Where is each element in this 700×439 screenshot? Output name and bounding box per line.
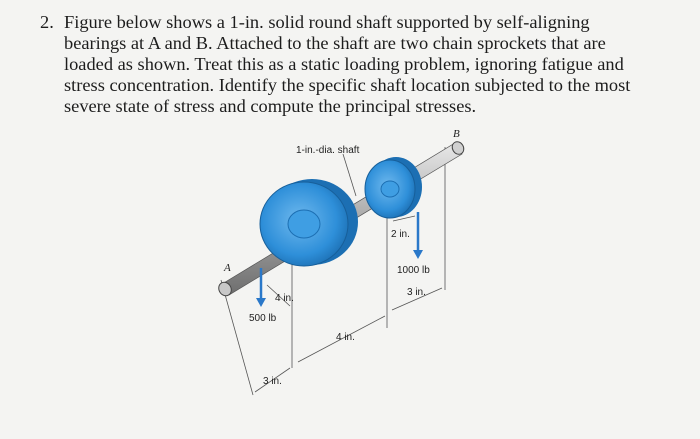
shaft-label: 1-in.-dia. shaft	[296, 145, 360, 156]
problem-line-1: Figure below shows a 1-in. solid round shaft supported by self-aligning	[64, 12, 590, 32]
left-sprocket	[260, 179, 358, 266]
problem-number: 2.	[40, 12, 54, 32]
bearing-a-label: A	[224, 262, 231, 274]
load-arrow-1000	[413, 212, 423, 259]
dim-right-3in: 3 in.	[407, 287, 426, 298]
problem-line-5: severe state of stress and compute the principal stresses.	[64, 96, 477, 116]
dim-2in: 2 in.	[391, 229, 410, 240]
problem-line-4: stress concentration. Identify the specific shaft location subjected to the most	[64, 75, 631, 95]
dim-left-4in: 4 in.	[275, 293, 294, 304]
dim-left-3in: 3 in.	[263, 376, 282, 387]
problem-line-3: loaded as shown. Treat this as a static loading problem, ignoring fatigue and	[64, 54, 624, 74]
load-500-label: 500 lb	[249, 313, 277, 324]
dim-mid-4in: 4 in.	[336, 332, 355, 343]
bearing-b-label: B	[453, 128, 460, 140]
right-sprocket	[365, 157, 422, 218]
load-1000-label: 1000 lb	[397, 265, 430, 276]
problem-line-2: bearings at A and B. Attached to the shaft are two chain sprockets that are	[64, 33, 606, 53]
